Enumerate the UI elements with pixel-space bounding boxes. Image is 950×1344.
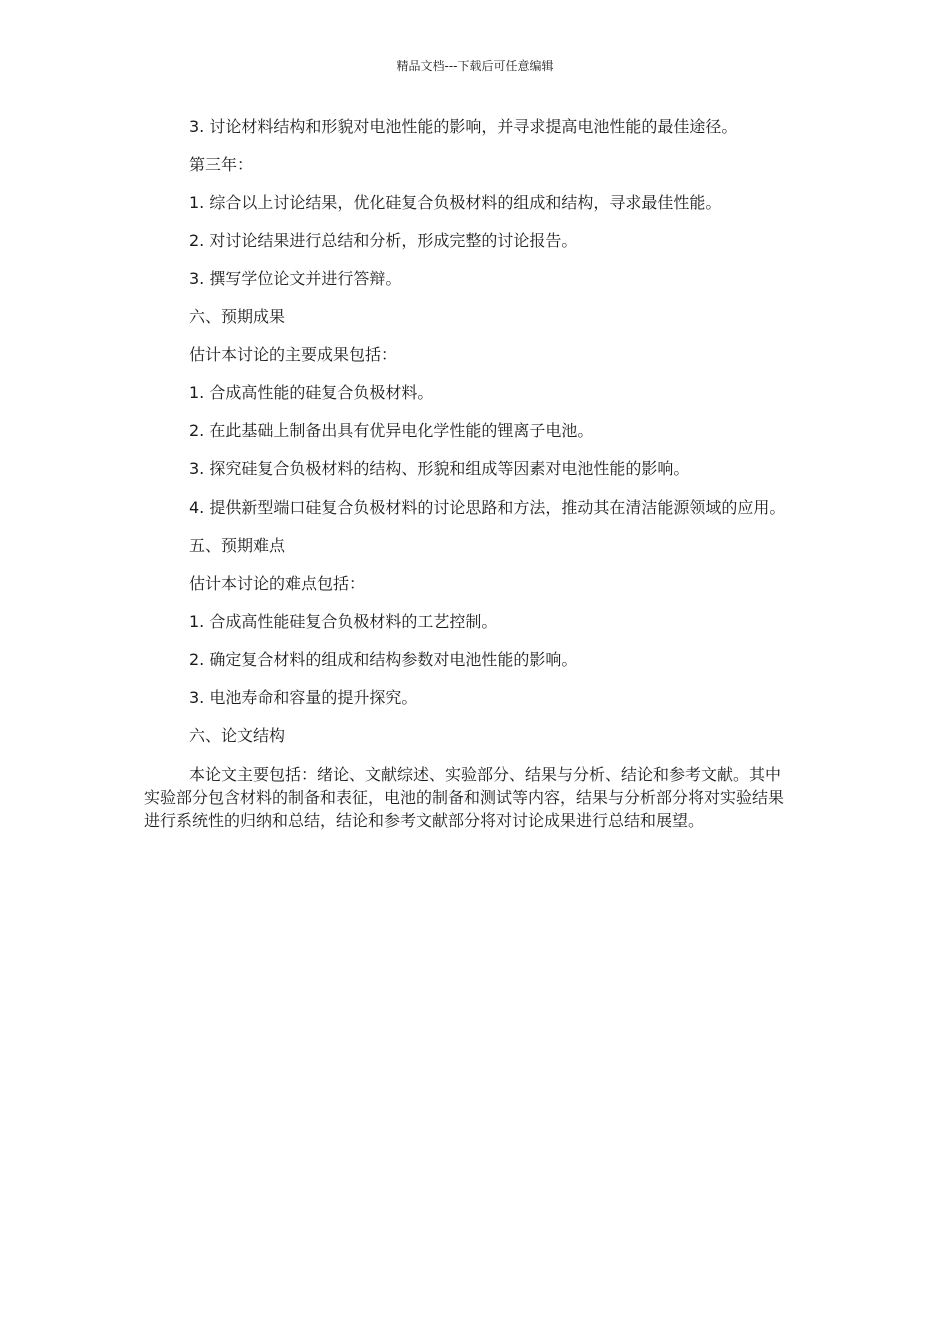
document-body: [144, 116, 796, 848]
paragraph: 估计本讨论的难点包括：: [189, 574, 366, 593]
paragraph: 2. 在此基础上制备出具有优异电化学性能的锂离子电池。: [189, 421, 594, 440]
paragraph: 1. 综合以上讨论结果，优化硅复合负极材料的组成和结构，寻求最佳性能。: [189, 193, 722, 212]
paragraph: 3. 撰写学位论文并进行答辩。: [189, 269, 402, 288]
paragraph: 本论文主要包括：绪论、文献综述、实验部分、结果与分析、结论和参考文献。其中实验部分包含材料的制备和表征，电池的制备和测试等内容，结果与分析部分将对实验结果进行系统性的归纳和总结，结论和参考文献部分将对讨论成果进行总结和展望。: [144, 765, 785, 830]
section-heading: 五、预期难点: [189, 536, 286, 555]
page-header: 精品文档---下载后可任意编辑: [396, 59, 554, 73]
section-heading: 六、论文结构: [189, 726, 286, 745]
paragraph: 3. 探究硅复合负极材料的结构、形貌和组成等因素对电池性能的影响。: [189, 459, 690, 478]
paragraph: 1. 合成高性能的硅复合负极材料。: [189, 383, 434, 402]
paragraph: 1. 合成高性能硅复合负极材料的工艺控制。: [189, 612, 498, 631]
section-heading: 六、预期成果: [189, 307, 286, 326]
paragraph: 4. 提供新型端口硅复合负极材料的讨论思路和方法，推动其在清洁能源领域的应用。: [189, 498, 786, 517]
paragraph: 2. 对讨论结果进行总结和分析，形成完整的讨论报告。: [189, 231, 578, 250]
paragraph: 估计本讨论的主要成果包括：: [189, 345, 398, 364]
paragraph: 3. 讨论材料结构和形貌对电池性能的影响，并寻求提高电池性能的最佳途径。: [189, 117, 738, 136]
paragraph: 3. 电池寿命和容量的提升探究。: [189, 688, 418, 707]
paragraph: 第三年：: [189, 155, 254, 174]
paragraph: 2. 确定复合材料的组成和结构参数对电池性能的影响。: [189, 650, 578, 669]
